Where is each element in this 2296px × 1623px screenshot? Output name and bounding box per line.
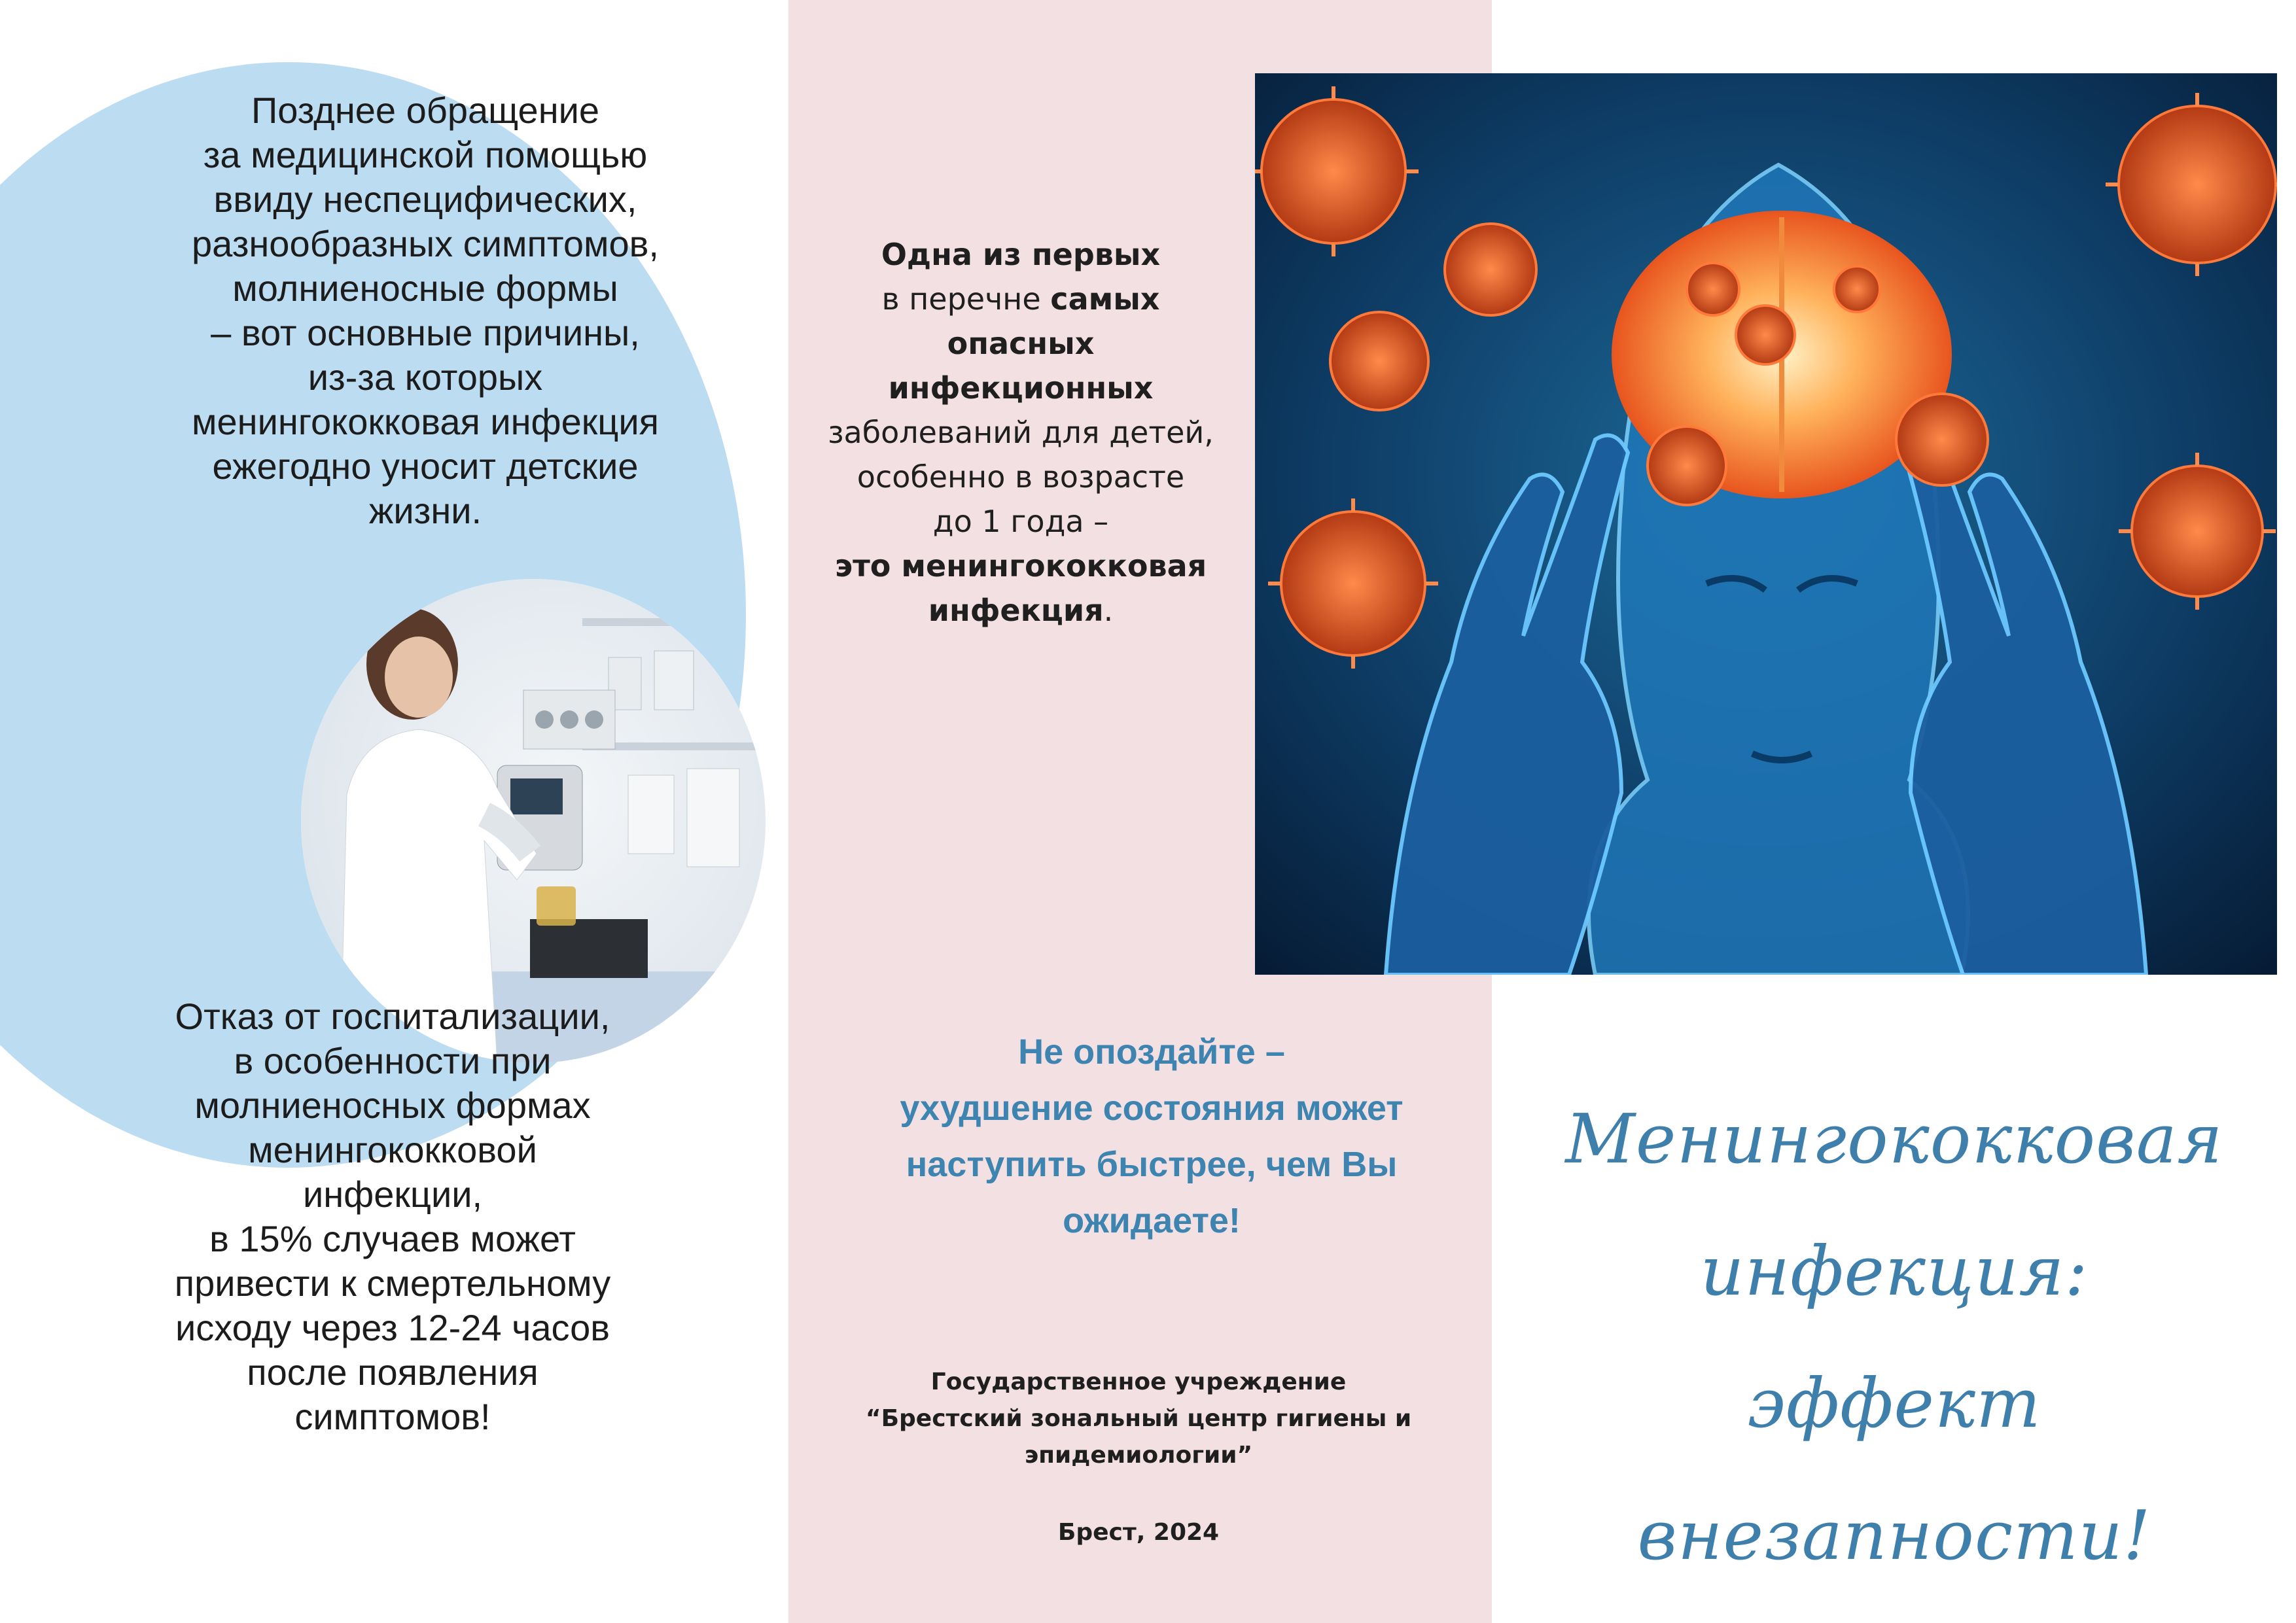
- intro-line-2-normal: в перечне: [881, 281, 1051, 317]
- intro-line-1: Одна из первых: [881, 237, 1161, 272]
- intro-line-3: опасных: [947, 326, 1095, 361]
- intro-line-7: до 1 года –: [932, 504, 1109, 539]
- intro-paragraph: [792, 232, 1250, 633]
- cover-title: Менингококковая инфекция: эффект внезапности!: [1565, 1099, 2223, 1575]
- head-virus-illustration: [1255, 73, 2277, 975]
- city-year: Брест, 2024: [1057, 1519, 1220, 1546]
- intro-line-5: заболеваний для детей,: [828, 415, 1214, 450]
- lab-doctor-photo: [301, 579, 766, 1063]
- intro-line-8: это менингококковая: [834, 548, 1207, 584]
- intro-line-9-tail: .: [1103, 593, 1114, 628]
- warning-heading: Не опоздайте – ухудшение состояния может наступить быстрее, чем Вы ожидаете!: [900, 1032, 1404, 1240]
- late-treatment-text: Позднее обращение за медицинской помощью ввиду неспецифических, разнообразных симптомов, молниеносные формы – вот основные причины, из-за которых менингококковая инфекция ежегодно уносит детские жизни.: [192, 90, 659, 531]
- intro-line-9-bold: инфекция: [928, 593, 1104, 628]
- hospital-refusal-text: Отказ от госпитализации, в особенности при молниеносных формах менингококковой инфекции, в 15% случаев может привести к смертельному исходу через 12-24 часов после появления симптомов!: [174, 996, 611, 1437]
- lab-doctor-illustration: [301, 579, 766, 1063]
- intro-line-4: инфекционных: [888, 370, 1154, 406]
- organization-name: Государственное учреждение “Брестский зональный центр гигиены и эпидемиологии”: [865, 1369, 1412, 1469]
- intro-line-6: особенно в возрасте: [857, 459, 1185, 495]
- intro-line-2-bold: самых: [1050, 281, 1160, 317]
- meningitis-head-illustration: [1255, 73, 2277, 975]
